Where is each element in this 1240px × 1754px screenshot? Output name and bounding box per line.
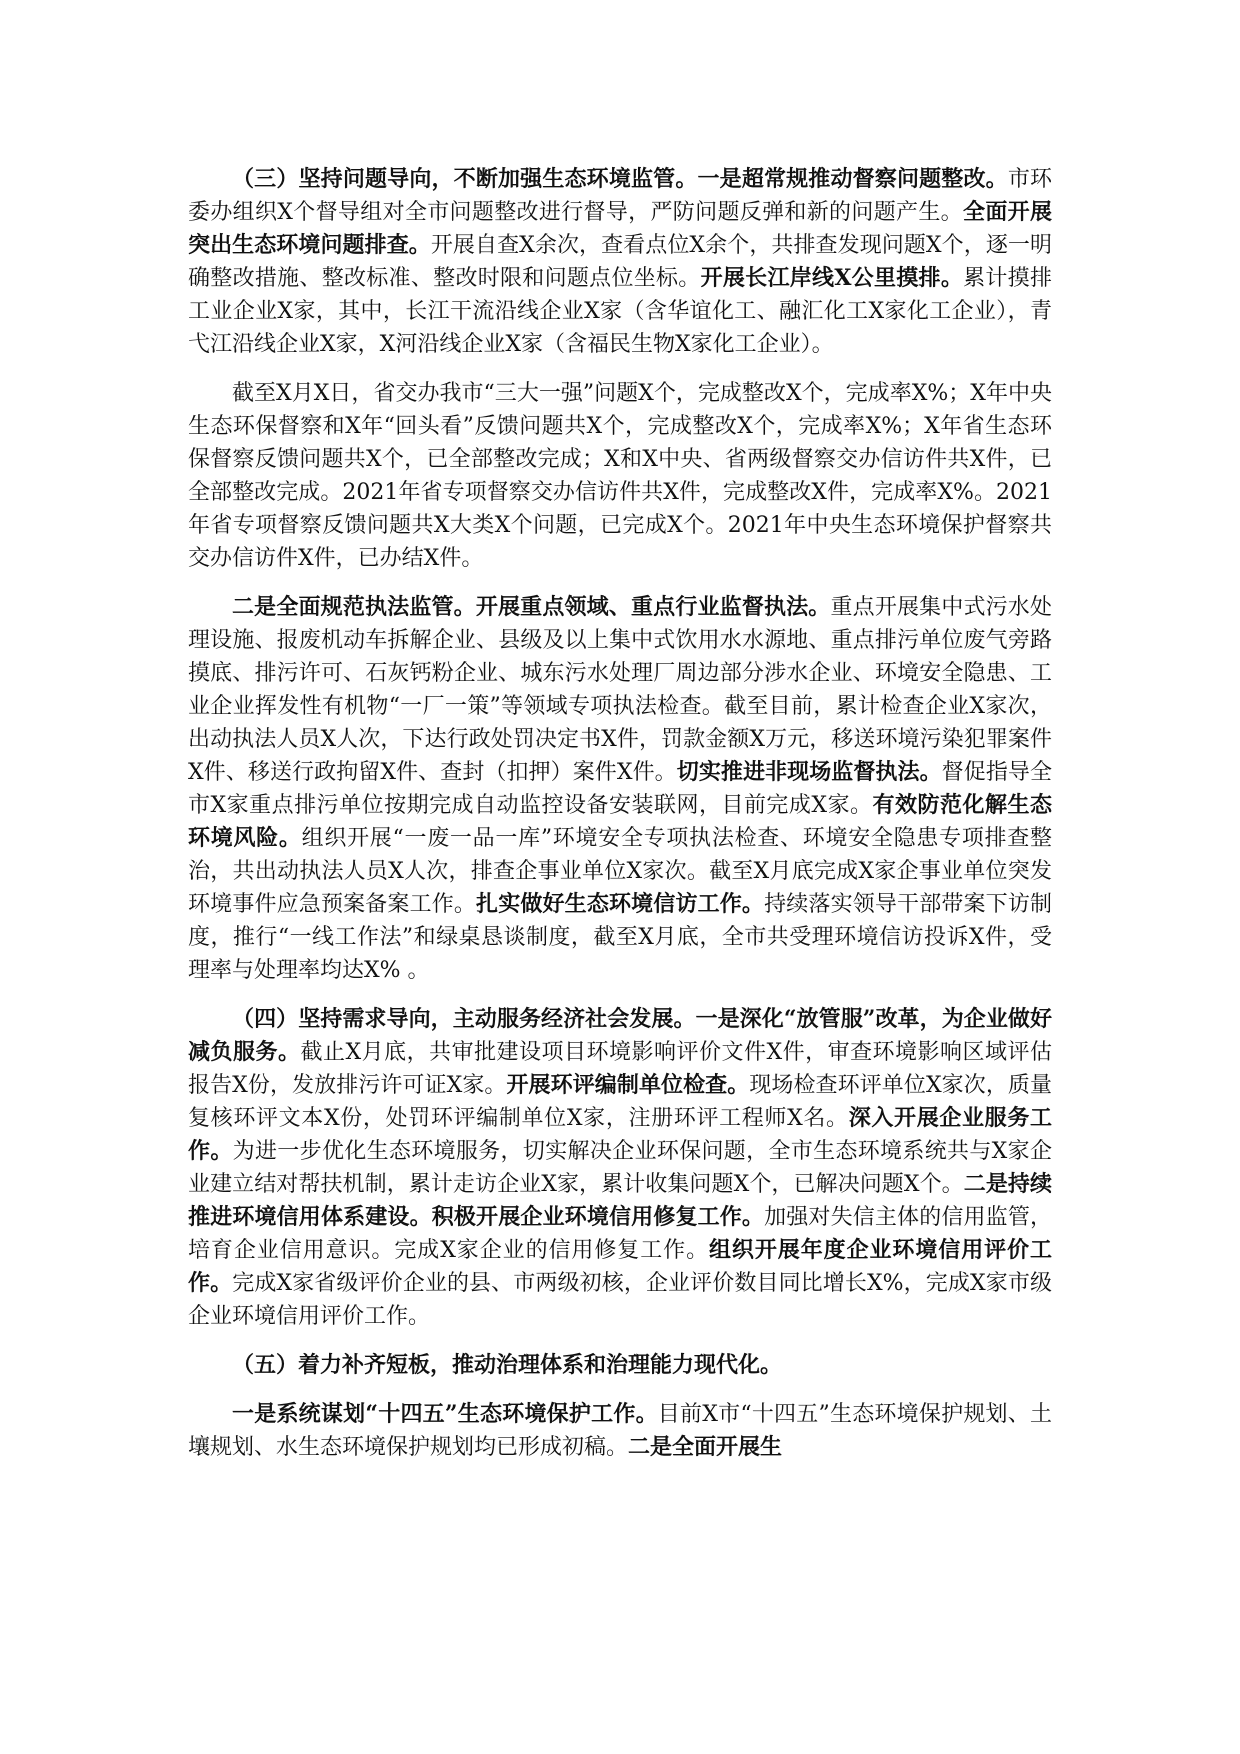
bold-heading-text: 有效防范化解生态环境风险。 xyxy=(188,792,1052,851)
body-text: 现场检查环评单位X家次，质量复核环评文本X份，处罚环评编制单位X家，注册环评工程师X名。 xyxy=(188,1073,1052,1131)
bold-heading-text: 二是持续推进环境信用体系建设。积极开展企业环境信用修复工作。 xyxy=(188,1171,1052,1230)
body-text: 截止X月底，共审批建设项目环境影响评价文件X件，审查环境影响区域评估报告X份，发放排污许可证X家。 xyxy=(188,1040,1052,1098)
bold-heading-text: 扎实做好生态环境信访工作。 xyxy=(476,891,765,917)
body-text: 加强对失信主体的信用监管，培育企业信用意识。完成X家企业的信用修复工作。 xyxy=(188,1205,1052,1263)
document-body xyxy=(188,163,1052,1464)
bold-heading-text: 切实推进非现场监督执法。 xyxy=(676,759,942,785)
body-text: 完成X家省级评价企业的县、市两级初核，企业评价数目同比增长X%，完成X家市级企业环境信用评价工作。 xyxy=(188,1271,1052,1329)
body-text: 累计摸排工业企业X家，其中，长江干流沿线企业X家（含华谊化工、融汇化工X家化工企业），青弋江沿线企业X家，X河沿线企业X家（含福民生物X家化工企业）。 xyxy=(188,266,1052,357)
bold-heading-text: （五）着力补齐短板，推动治理体系和治理能力现代化。 xyxy=(232,1352,783,1378)
bold-heading-text: 开展长江岸线X公里摸排。 xyxy=(700,265,964,291)
body-text: 为进一步优化生态环境服务，切实解决企业环保问题，全市生态环境系统共与X家企业建立结对帮扶机制，累计走访企业X家，累计收集问题X个，已解决问题X个。 xyxy=(188,1139,1052,1197)
bold-heading-text: 开展环评编制单位检查。 xyxy=(506,1072,750,1098)
paragraph xyxy=(188,163,1052,361)
paragraph xyxy=(188,1349,1052,1382)
bold-heading-text: 一是系统谋划“十四五”生态环境保护工作。 xyxy=(232,1401,658,1427)
body-text: 督促指导全市X家重点排污单位按期完成自动监控设备安装联网，目前完成X家。 xyxy=(188,760,1052,818)
paragraph xyxy=(188,591,1052,987)
bold-heading-text: （三）坚持问题导向，不断加强生态环境监管。一是超常规推动督察问题整改。 xyxy=(232,166,1008,192)
paragraph xyxy=(188,1398,1052,1464)
bold-heading-text: 二是全面规范执法监管。开展重点领域、重点行业监督执法。 xyxy=(232,594,831,620)
body-text: 目前X市“十四五”生态环境保护规划、土壤规划、水生态环境保护规划均已形成初稿。 xyxy=(188,1402,1052,1460)
bold-heading-text: 全面开展突出生态环境问题排查。 xyxy=(188,199,1052,258)
paragraph xyxy=(188,1003,1052,1333)
bold-heading-text: 深入开展企业服务工作。 xyxy=(188,1105,1052,1164)
body-text: 组织开展“一废一品一库”环境安全专项执法检查、环境安全隐患专项排查整治，共出动执法人员X人次，排查企事业单位X家次。截至X月底完成X家企事业单位突发环境事件应急预案备案工作。 xyxy=(188,826,1052,917)
body-text: 重点开展集中式污水处理设施、报废机动车拆解企业、县级及以上集中式饮用水水源地、重点排污单位废气旁路摸底、排污许可、石灰钙粉企业、城东污水处理厂周边部分涉水企业、环境安全隐患、工业企业挥发性有机物“一厂一策”等领域专项执法检查。截至目前，累计检查企业X家次，出动执法人员X人次，下达行政处罚决定书X件，罚款金额X万元，移送环境污染犯罪案件X件、移送行政拘留X件、查封（扣押）案件X件。 xyxy=(188,595,1052,785)
body-text: 持续落实领导干部带案下访制度，推行“一线工作法”和绿桌恳谈制度，截至X月底，全市共受理环境信访投诉X件，受理率与处理率均达X% 。 xyxy=(188,892,1052,983)
body-text: 市环委办组织X个督导组对全市问题整改进行督导，严防问题反弹和新的问题产生。 xyxy=(188,167,1052,225)
body-text: 截至X月X日，省交办我市“三大一强”问题X个，完成整改X个，完成率X%；X年中央生态环保督察和X年“回头看”反馈问题共X个，完成整改X个，完成率X%；X年省生态环保督察反馈问题共X个，已全部整改完成；X和X中央、省两级督察交办信访件共X件，已全部整改完成。2021年省专项督察交办信访件共X件，完成整改X件，完成率X%。2021年省专项督察反馈问题共X大类X个问题，已完成X个。2021年中央生态环境保护督察共交办信访件X件，已办结X件。 xyxy=(188,381,1052,571)
paragraph xyxy=(188,377,1052,575)
bold-heading-text: （四）坚持需求导向，主动服务经济社会发展。一是深化“放管服”改革，为企业做好减负服务。 xyxy=(188,1006,1052,1065)
bold-heading-text: 二是全面开展生 xyxy=(628,1434,783,1460)
bold-heading-text: 组织开展年度企业环境信用评价工作。 xyxy=(188,1237,1052,1296)
body-text: 开展自查X余次，查看点位X余个，共排查发现问题X个，逐一明确整改措施、整改标准、整改时限和问题点位坐标。 xyxy=(188,233,1052,291)
